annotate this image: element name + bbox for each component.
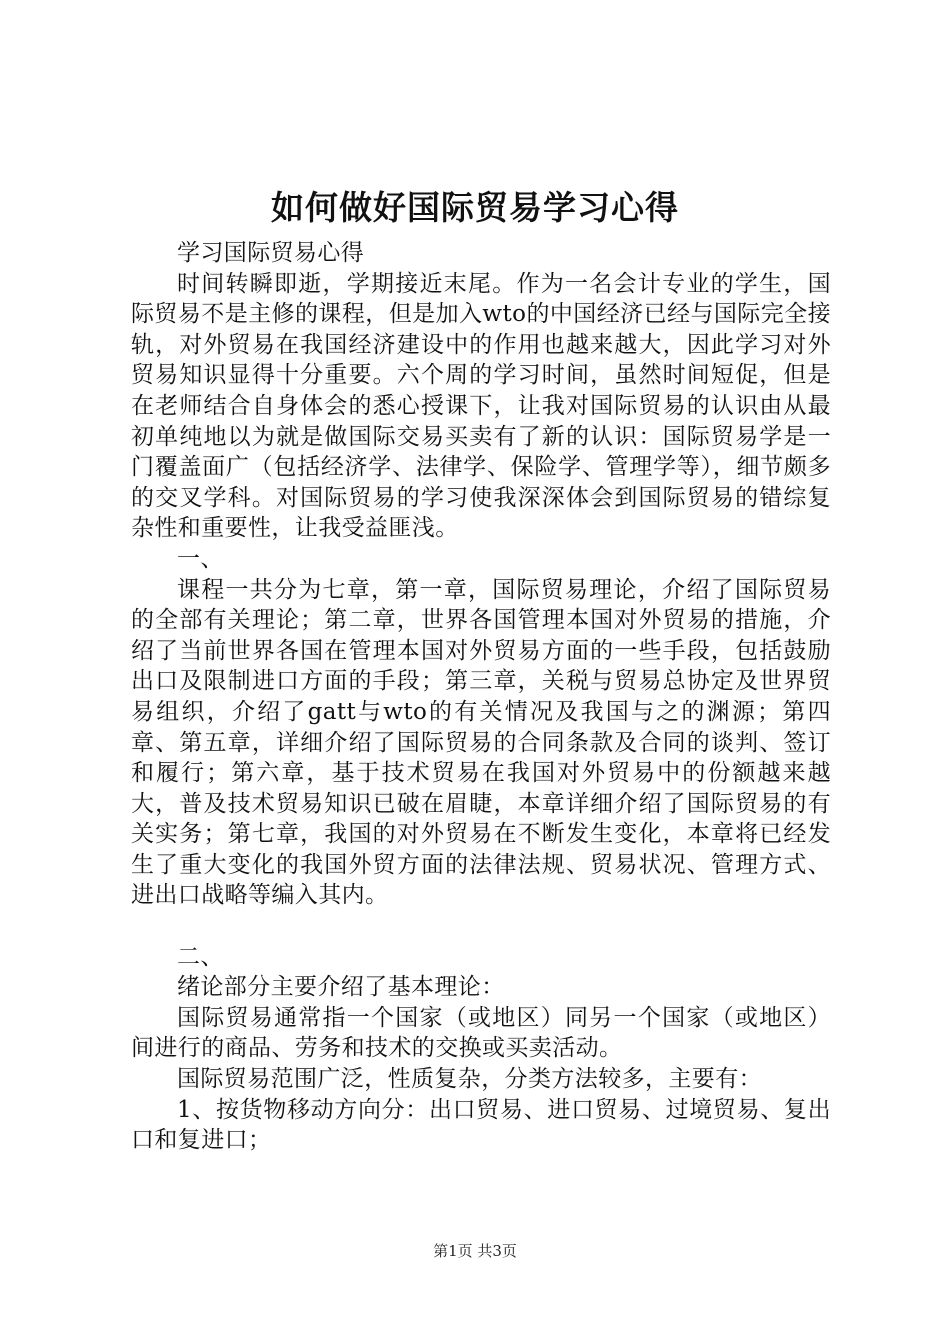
section-heading-one: 一、 [177, 545, 224, 572]
paragraph-subtitle: 学习国际贸易心得 [177, 240, 365, 266]
document-title: 如何做好国际贸易学习心得 [271, 188, 679, 227]
paragraph-chapters: 课程一共分为七章，第一章，国际贸易理论，介绍了国际贸易的全部有关理论；第二章，世界各国管理本国对外贸易的措施，介绍了当前世界各国在管理本国对外贸易方面的一些手段，包括鼓励出口及限制进口方面的手段；第三章，关税与贸易总协定及世界贸易组织，介绍了gatt与wto的有关情况及我国与之的渊源；第四章、第五章，详细介绍了国际贸易的合同条款及合同的谈判、签订和履行；第六章，基于技术贸易在我国对外贸易中的份额越来越大，普及技术贸易知识已破在眉睫，本章详细介绍了国际贸易的有关实务；第七章，我国的对外贸易在不断发生变化，本章将已经发生了重大变化的我国外贸方面的法律法规、贸易状况、管理方式、进出口战略等编入其内。 [131, 576, 831, 909]
paragraph-classification: 国际贸易范围广泛，性质复杂，分类方法较多，主要有： [177, 1066, 762, 1093]
paragraph-list-item-1: 1、按货物移动方向分：出口贸易、进口贸易、过境贸易、复出口和复进口； [131, 1096, 831, 1154]
section-heading-two: 二、 [177, 943, 224, 970]
document-body [131, 238, 831, 1156]
paragraph-definition: 国际贸易通常指一个国家（或地区）同另一个国家（或地区）间进行的商品、劳务和技术的交换或买卖活动。 [131, 1004, 831, 1062]
page-footer: 第1页 共3页 [433, 1242, 517, 1260]
blank-line [131, 911, 831, 942]
paragraph-theory-intro: 绪论部分主要介绍了基本理论： [177, 974, 505, 1001]
paragraph-intro: 时间转瞬即逝，学期接近末尾。作为一名会计专业的学生，国际贸易不是主修的课程，但是加入wto的中国经济已经与国际完全接轨，对外贸易在我国经济建设中的作用也越来越大，因此学习对外贸易知识显得十分重要。六个周的学习时间，虽然时间短促，但是在老师结合自身体会的悉心授课下，让我对国际贸易的认识由从最初单纯地以为就是做国际交易买卖有了新的认识：国际贸易学是一门覆盖面广（包括经济学、法律学、保险学、管理学等），细节颇多的交叉学科。对国际贸易的学习使我深深体会到国际贸易的错综复杂性和重要性，让我受益匪浅。 [131, 270, 831, 542]
